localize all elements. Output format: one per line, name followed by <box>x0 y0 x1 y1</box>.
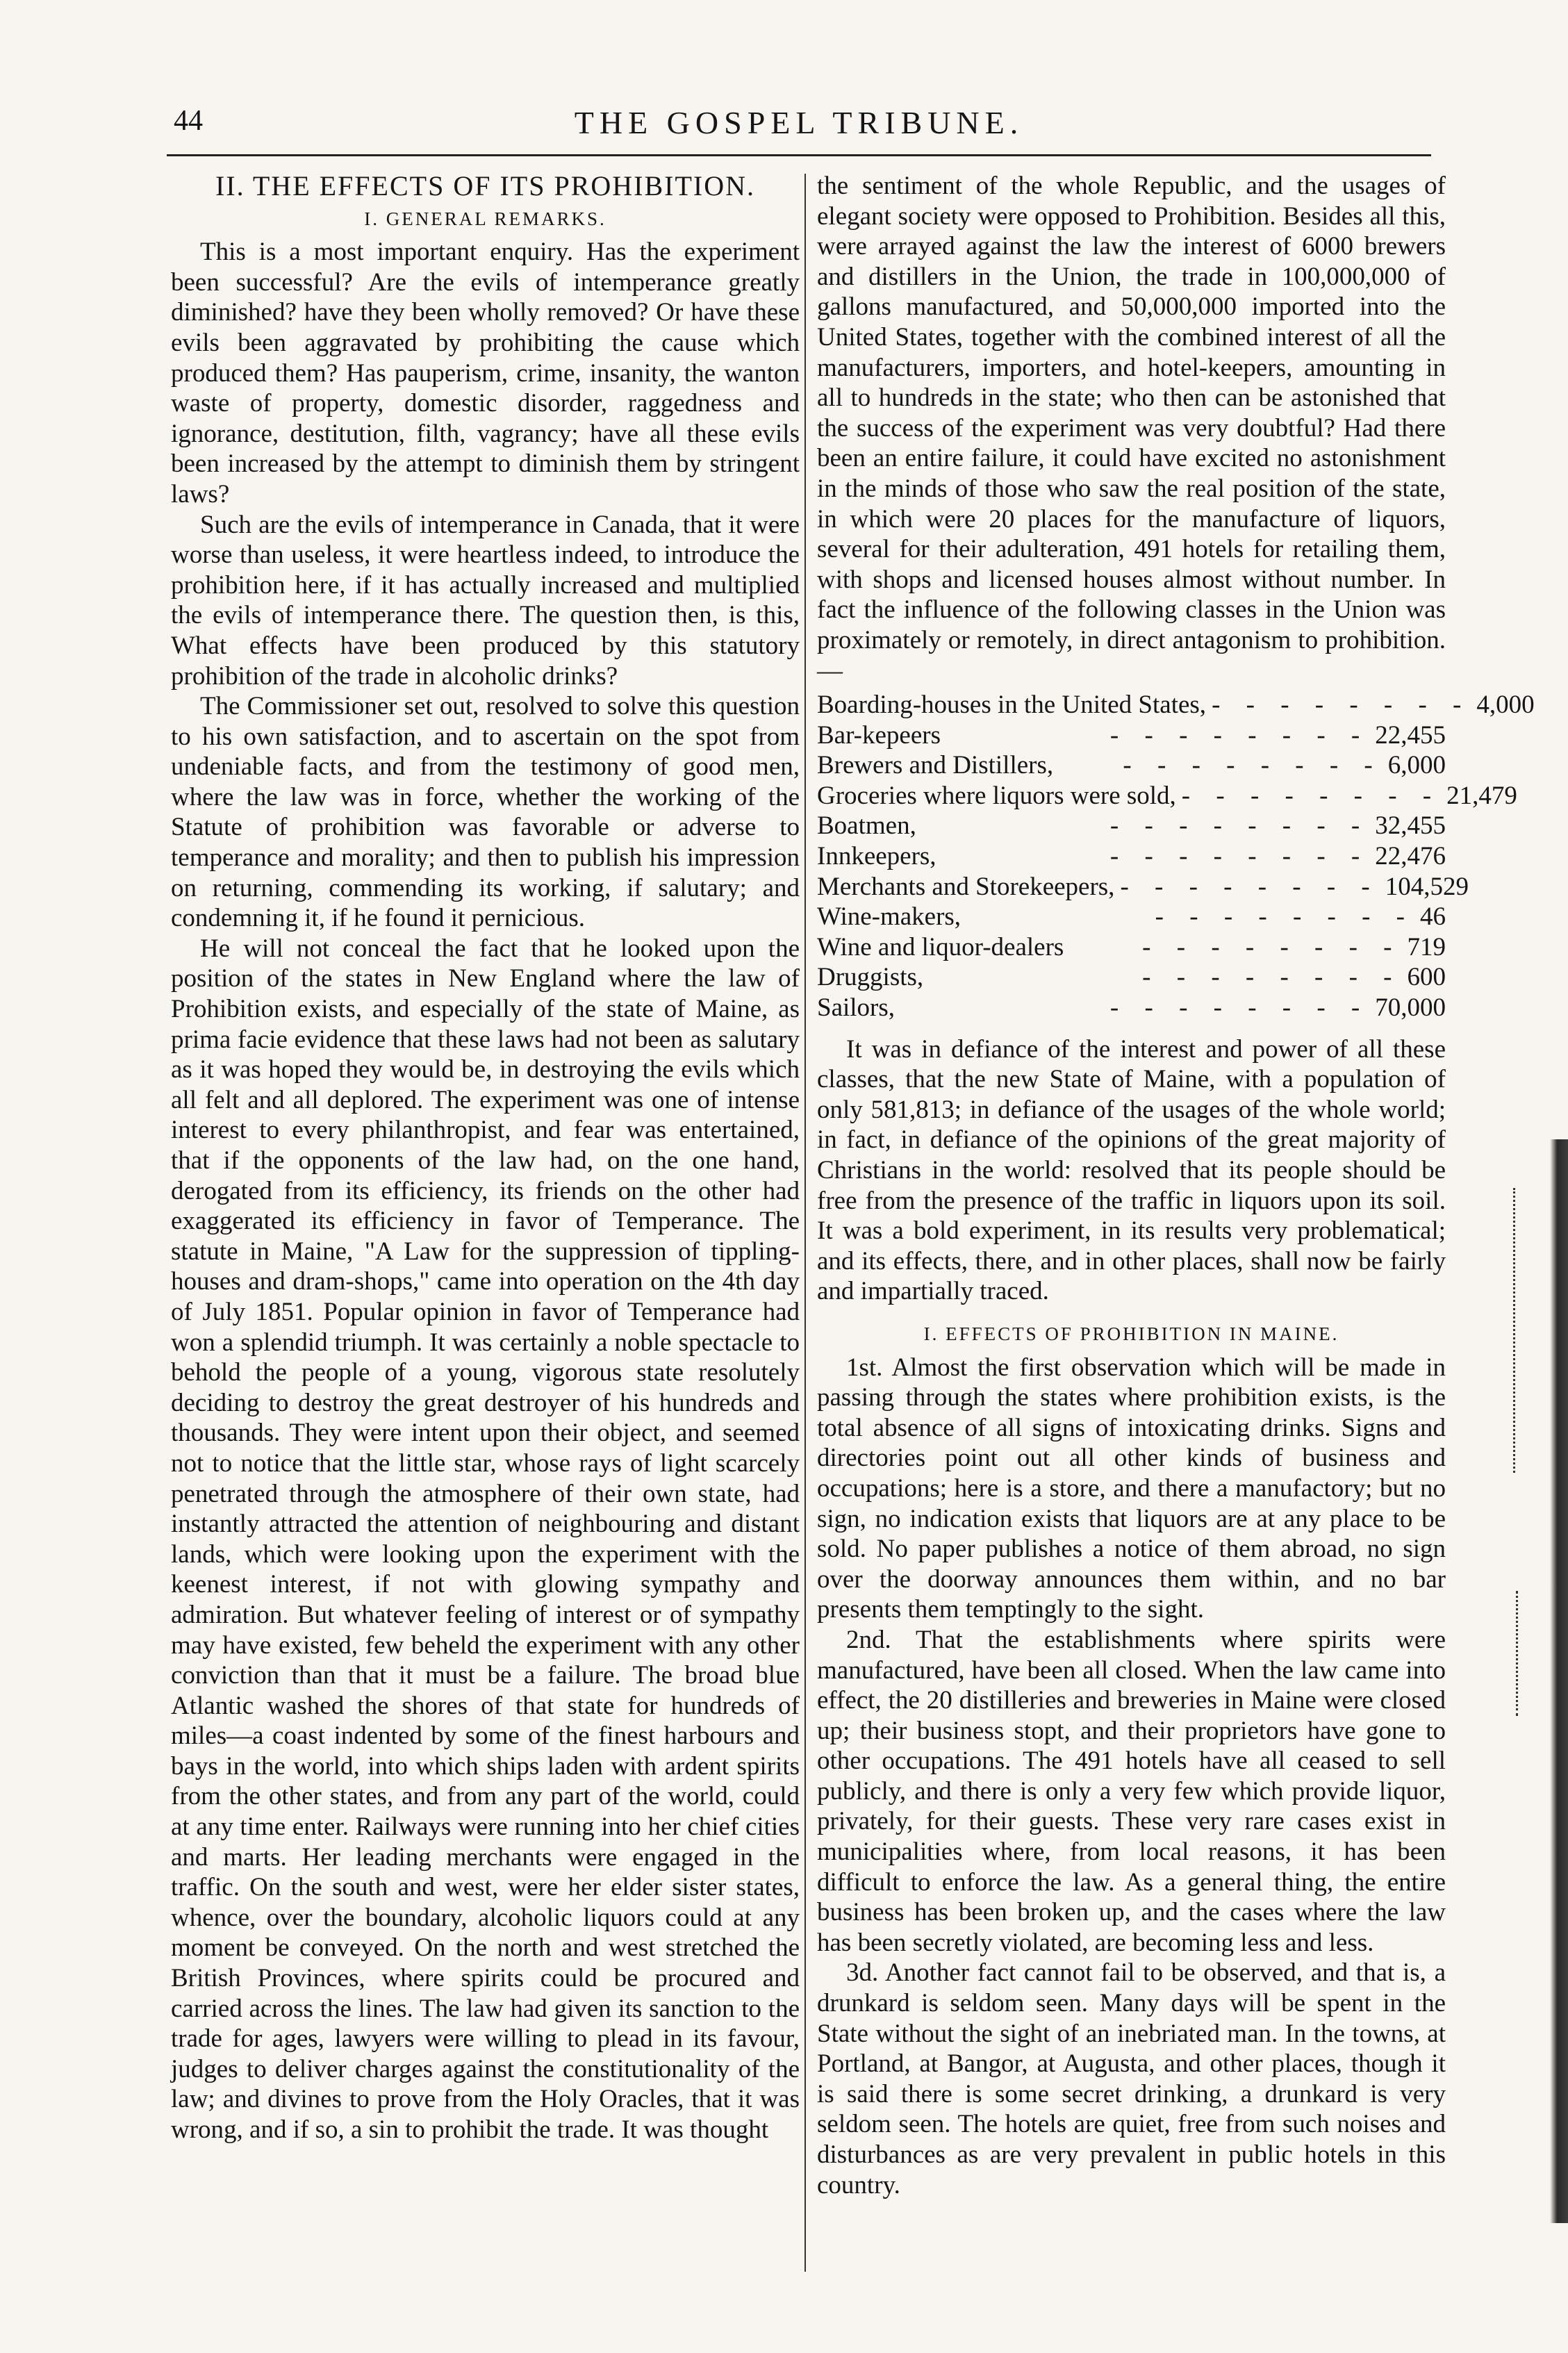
stat-label: Wine and liquor-dealers <box>817 932 1064 961</box>
stat-value: 22,455 <box>1375 720 1446 750</box>
stat-value: 719 <box>1407 932 1446 961</box>
stat-label: Boarding-houses in the United States, <box>817 691 1207 720</box>
stat-value: 46 <box>1420 902 1446 932</box>
stat-value: 6,000 <box>1387 751 1446 780</box>
margin-specks <box>1513 1188 1519 1473</box>
table-row: Groceries where liquors were sold, - - - - - - - - 21,479 <box>817 781 1517 810</box>
subheading-general-remarks: I. GENERAL REMARKS. <box>364 208 606 229</box>
table-row: Wine and liquor-dealers - - - - - - - - 719 <box>817 932 1446 961</box>
stat-value: 21,479 <box>1446 781 1517 810</box>
header-rule <box>167 154 1431 156</box>
table-row: Sailors, - - - - - - - - 70,000 <box>817 993 1446 1023</box>
right-column <box>817 171 1535 2200</box>
paragraph: 3d. Another fact cannot fail to be observed, and that is, a drunkard is seldom seen. Many days will be spent in the State without the sight of an inebriated man. In the towns, at Portland, at Bangor, at Augusta, and other places, though it is said there is some secret drinking, a drunkard is very seldom seen. The hotels are quiet, free from such noises and disturbances as are very prevalent in public hotels in this country. <box>817 1958 1446 2199</box>
statistics-table <box>817 690 1535 1023</box>
stat-label: Druggists, <box>817 963 924 992</box>
paragraph: The Commissioner set out, resolved to solve this question to his own satisfaction, and to ascertain on the spot from undeniable facts, and from the testimony of good men, where the law was in force, whether the working of the Statute of prohibition was favorable or adverse to temperance and morality; and then to publish his impression on returning, commending its working, if salutary; and condemning it, if he found it pernicious. <box>171 692 800 933</box>
paragraph: It was in defiance of the interest and power of all these classes, that the new State of Maine, with a population of only 581,813; in defiance of the usages of the whole world; in fact, in defiance of the opinions of the great majority of Christians in the world: resolved that its people should be free from the presence of the traffic in liquors upon its soil. It was a bold experiment, in its results very problematical; and its effects, there, and in other places, shall now be fairly and impartially traced. <box>817 1034 1446 1306</box>
stat-value: 22,476 <box>1375 842 1446 871</box>
paragraph: This is a most important enquiry. Has the experiment been successful? Are the evils of intemperance greatly diminished? have they been wholly removed? Or have these evils been aggravated by prohibiting the cause which produced them? Has pauperism, crime, insanity, the wanton waste of property, domestic disorder, raggedness and ignorance, destitution, filth, vagrancy; have all these evils been increased by the attempt to diminish them by stringent laws? <box>171 238 800 509</box>
page-header <box>167 104 1431 153</box>
page-edge-shadow <box>1550 1139 1568 2223</box>
stat-value: 70,000 <box>1375 993 1446 1023</box>
stat-label: Brewers and Distillers, <box>817 751 1054 780</box>
stat-value: 600 <box>1407 963 1446 992</box>
column-divider <box>804 174 806 2272</box>
paragraph-continued: the sentiment of the whole Republic, and the usages of elegant society were opposed to Prohibition. Besides all this, were arrayed against the law the interest of 6000 brewers and distillers in the Union, the trade in 100,000,000 of gallons manufactured, and 50,000,000 imported into the United States, together with the combined interest of all the manufacturers, importers, and hotel-keepers, amounting in all to hundreds in the state; who then can be astonished that the success of the experiment was very doubtful? Had there been an entire failure, it could have excited no astonishment in the minds of those who saw the real position of the state, in which were 20 places for the manufacture of liquors, several for their adulteration, 491 hotels for retailing them, with shops and licensed houses almost without number. In fact the influence of the following classes in the Union was proximately or remotely, in direct antagonism to prohibition.— <box>817 172 1446 685</box>
table-row: Merchants and Storekeepers, - - - - - - - - 104,529 <box>817 872 1469 901</box>
table-row: Brewers and Distillers, - - - - - - - - 6,000 <box>817 751 1446 780</box>
running-title: THE GOSPEL TRIBUNE. <box>574 105 1024 140</box>
stat-label: Groceries where liquors were sold, <box>817 781 1176 810</box>
table-row: Wine-makers, - - - - - - - - 46 <box>817 902 1446 932</box>
left-column <box>171 171 800 2145</box>
stat-label: Innkeepers, <box>817 842 936 871</box>
stat-label: Bar-kepeers <box>817 720 941 750</box>
paragraph: Such are the evils of intemperance in Canada, that it were worse than useless, it were heartless indeed, to introduce the prohibition here, if it has actually increased and multiplied the evils of intemperance there. The question then, is this, What effects have been produced by this statutory prohibition of the trade in alcoholic drinks? <box>171 510 800 691</box>
paragraph: He will not conceal the fact that he looked upon the position of the states in New England where the law of Prohibition exists, and especially of the state of Maine, as prima facie evidence that these laws had not been as salutary as it was hoped they would be, in destroying the evils which all felt and all deplored. The experiment was one of intense interest to every philanthropist, and fear was entertained, that if the opponents of the law had, on the one hand, derogated from its efficiency, its friends on the other had exaggerated its efficiency in favor of Temperance. The statute in Maine, "A Law for the suppression of tippling-houses and dram-shops," came into operation on the 4th day of July 1851. Popular opinion in favor of Temperance had won a splendid triumph. It was certainly a noble spectacle to behold the people of a young, vigorous state resolutely deciding to destroy the great destroyer of his hundreds and thousands. They were intent upon their object, and seemed not to notice that the little star, whose rays of light scarcely penetrated through the atmosphere of their own state, had instantly attracted the attention of neighbouring and distant lands, which were looking upon the experiment with the keenest interest, if not with glowing sympathy and admiration. But whatever feeling of interest or of sympathy may have existed, few beheld the experiment with any other conviction than that it must be a failure. The broad blue Atlantic washed the shores of that state for hundreds of miles—a coast indented by some of the finest harbours and bays in the world, into which ships laden with ardent spirits from the other states, and from any part of the world, could at any time enter. Railways were running into her chief cities and marts. Her leading merchants were engaged in the traffic. On the south and west, were her elder sister states, whence, over the boundary, alcoholic liquors could at any moment be conveyed. On the north and west stretched the British Provinces, where spirits could be procured and carried across the lines. The law had given its sanction to the trade for ages, lawyers were willing to plead in its favour, judges to deliver charges against the constitutionality of the law; and divines to prove from the Holy Oracles, that it was wrong, and if so, a sin to prohibit the trade. It was thought <box>171 934 800 2144</box>
subheading-effects-in-maine: I. EFFECTS OF PROHIBITION IN MAINE. <box>923 1323 1339 1344</box>
page-number: 44 <box>174 105 203 137</box>
margin-specks <box>1516 1591 1522 1716</box>
table-row: Boatmen, - - - - - - - - 32,455 <box>817 811 1446 841</box>
stat-label: Wine-makers, <box>817 902 962 932</box>
stat-label: Merchants and Storekeepers, <box>817 872 1115 901</box>
stat-label: Boatmen, <box>817 811 916 841</box>
paragraph: 2nd. That the establishments where spirits were manufactured, have been all closed. When the law came into effect, the 20 distilleries and breweries in Maine were closed up; their business stopt, and their proprietors have gone to other occupations. The 491 hotels have all ceased to sell publicly, and there is only a very few which provide liquor, privately, for their guests. These very rare cases exist in municipalities where, from local reasons, it has been difficult to enforce the law. As a general thing, the entire business has been broken up, and the cases where the law has been secretly violated, are becoming less and less. <box>817 1625 1446 1957</box>
stat-label: Sailors, <box>817 993 896 1023</box>
paragraph: 1st. Almost the first observation which will be made in passing through the states where prohibition exists, is the total absence of all signs of intoxicating drinks. Signs and directories point out all other kinds of business and occupations; here is a store, and there a manufactory; but no sign, no indication exists that liquors are at any place to be sold. No paper publishes a notice of them abroad, no sign over the doorway announces them within, and no bar presents them temptingly to the sight. <box>817 1353 1446 1624</box>
table-row: Boarding-houses in the United States, - - - - - - - - 4,000 <box>817 691 1535 720</box>
table-row: Bar-kepeers - - - - - - - - 22,455 <box>817 720 1446 750</box>
table-row: Innkeepers, - - - - - - - - 22,476 <box>817 842 1446 871</box>
stat-value: 104,529 <box>1385 872 1469 901</box>
stat-value: 32,455 <box>1375 811 1446 841</box>
stat-value: 4,000 <box>1476 691 1535 720</box>
table-row: Druggists, - - - - - - - - 600 <box>817 963 1446 992</box>
section-title: II. THE EFFECTS OF ITS PROHIBITION. <box>215 170 756 201</box>
